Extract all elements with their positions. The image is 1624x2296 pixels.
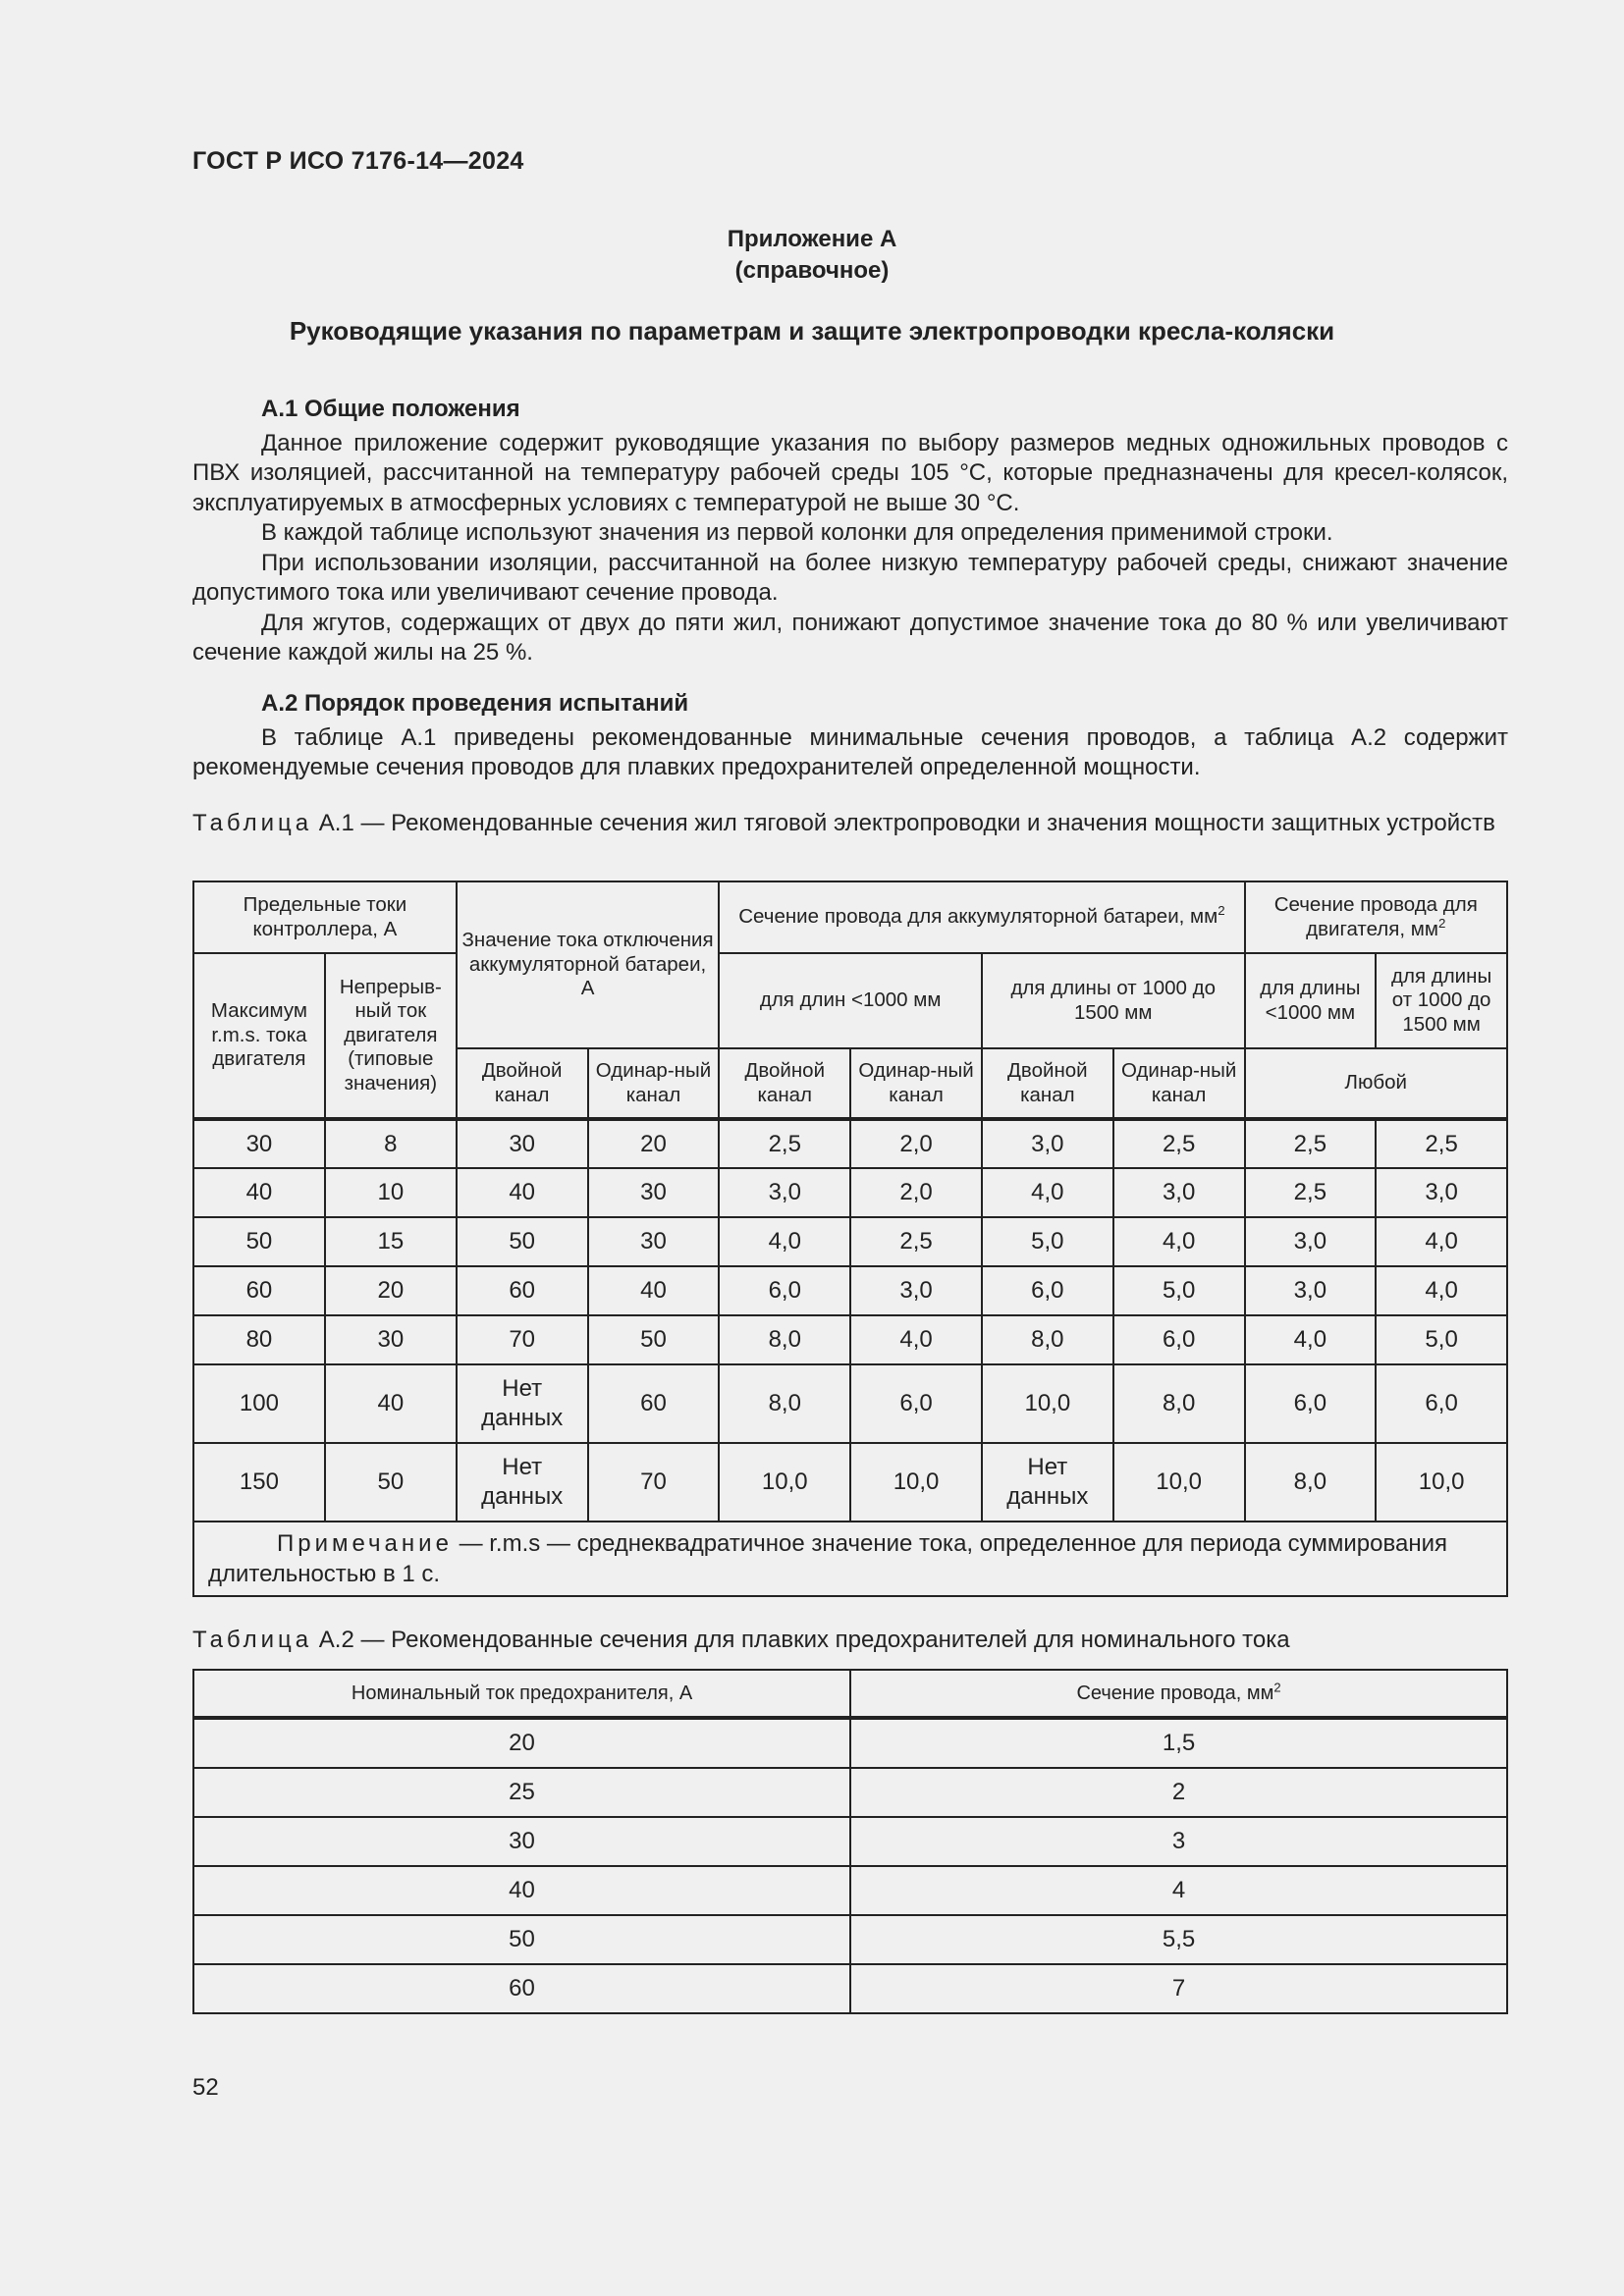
table-a1-body xyxy=(193,1119,1507,1522)
table-a1-note xyxy=(193,1522,1507,1596)
header-battery-len-lt1000: для длин <1000 мм xyxy=(719,953,982,1048)
table-cell: 6,0 xyxy=(982,1266,1113,1315)
table-cell: 2,0 xyxy=(850,1168,982,1217)
header-controller-limits: Предельные токи контроллера, А xyxy=(193,881,457,953)
section-a1-paragraph-2: В каждой таблице используют значения из первой колонки для определения применимой строки. xyxy=(261,519,1333,546)
table-cell: 4,0 xyxy=(719,1217,850,1266)
table1-caption-label: Таблица xyxy=(192,810,313,836)
table-row xyxy=(193,1768,1507,1817)
header-trip-single: Одинар-ный канал xyxy=(588,1048,720,1119)
table-row xyxy=(193,1866,1507,1915)
table-cell: 4,0 xyxy=(1245,1315,1377,1364)
table-cell: 6,0 xyxy=(850,1364,982,1443)
header-battery-1000-1500-single: Одинар-ный канал xyxy=(1113,1048,1245,1119)
table-cell: 8,0 xyxy=(719,1364,850,1443)
header-wire-section-sup: 2 xyxy=(1273,1679,1281,1694)
table-cell: 10 xyxy=(325,1168,457,1217)
table-cell: 150 xyxy=(193,1443,325,1522)
table-cell: 10,0 xyxy=(719,1443,850,1522)
table-cell: 60 xyxy=(457,1266,588,1315)
table-cell: 60 xyxy=(193,1266,325,1315)
table-cell: 100 xyxy=(193,1364,325,1443)
table-cell: 3,0 xyxy=(719,1168,850,1217)
main-heading: Руководящие указания по параметрам и защите электропроводки кресла-коляски xyxy=(289,316,1335,346)
table-cell: 8,0 xyxy=(1113,1364,1245,1443)
table-a1-note-text: — r.m.s — среднеквадратичное значение тока, определенное для периода суммирования длительностью в 1 с. xyxy=(208,1530,1447,1587)
table-cell: 30 xyxy=(193,1817,850,1866)
section-a2-title: А.2 Порядок проведения испытаний xyxy=(261,690,689,717)
table-cell: 30 xyxy=(457,1119,588,1168)
table-cell: 5,0 xyxy=(982,1217,1113,1266)
table-cell: Нет данных xyxy=(982,1443,1113,1522)
header-battery-wire xyxy=(719,881,1244,953)
table-cell: 3,0 xyxy=(1376,1168,1507,1217)
header-trip-value: Значение тока отключения аккумуляторной батареи, А xyxy=(457,881,720,1048)
header-battery-lt1000-double: Двойной канал xyxy=(719,1048,850,1119)
header-motor-wire-label: Сечение провода для двигателя, мм xyxy=(1273,893,1478,940)
table-cell: 4,0 xyxy=(982,1168,1113,1217)
table-cell: 2,5 xyxy=(1245,1119,1377,1168)
table-cell: 40 xyxy=(193,1168,325,1217)
table-cell: 8,0 xyxy=(982,1315,1113,1364)
header-battery-len-1000-1500: для длины от 1000 до 1500 мм xyxy=(982,953,1245,1048)
section-a1 xyxy=(192,395,1508,668)
table2-caption-label: Таблица xyxy=(192,1627,313,1653)
table-cell: 3,0 xyxy=(1245,1217,1377,1266)
table-cell: 30 xyxy=(588,1168,720,1217)
table-row xyxy=(193,1817,1507,1866)
table-cell: 8,0 xyxy=(719,1315,850,1364)
table-cell: 20 xyxy=(325,1266,457,1315)
table-cell: 3,0 xyxy=(1113,1168,1245,1217)
appendix-label: Приложение А xyxy=(727,226,897,252)
table-cell: 1,5 xyxy=(850,1718,1507,1768)
table-cell: 50 xyxy=(325,1443,457,1522)
header-continuous: Непрерыв-ный ток двигателя (типовые значения) xyxy=(325,953,457,1119)
table-cell: 30 xyxy=(325,1315,457,1364)
table-cell: 3,0 xyxy=(982,1119,1113,1168)
table-cell: 3 xyxy=(850,1817,1507,1866)
table-cell: 4,0 xyxy=(1376,1266,1507,1315)
header-motor-len-1000-1500: для длины от 1000 до 1500 мм xyxy=(1376,953,1507,1048)
table2-caption xyxy=(192,1626,1508,1655)
header-trip-double: Двойной канал xyxy=(457,1048,588,1119)
table-row xyxy=(193,1718,1507,1768)
table-cell: 5,0 xyxy=(1376,1315,1507,1364)
header-motor-wire xyxy=(1245,881,1507,953)
table-cell: 70 xyxy=(457,1315,588,1364)
table-cell: 2,5 xyxy=(719,1119,850,1168)
table-cell: 10,0 xyxy=(1376,1443,1507,1522)
table-cell: 15 xyxy=(325,1217,457,1266)
table-row xyxy=(193,1364,1507,1443)
header-battery-lt1000-single: Одинар-ный канал xyxy=(850,1048,982,1119)
table-cell: 20 xyxy=(588,1119,720,1168)
table-cell: 40 xyxy=(588,1266,720,1315)
table-cell: 4,0 xyxy=(850,1315,982,1364)
table-row xyxy=(193,1217,1507,1266)
table-cell: 5,5 xyxy=(850,1915,1507,1964)
table-cell: 50 xyxy=(457,1217,588,1266)
table-cell: 40 xyxy=(325,1364,457,1443)
table-row xyxy=(193,1168,1507,1217)
table-cell: 8 xyxy=(325,1119,457,1168)
table-cell: Нет данных xyxy=(457,1364,588,1443)
table-cell: 20 xyxy=(193,1718,850,1768)
table-cell: 4,0 xyxy=(1113,1217,1245,1266)
table-cell: 30 xyxy=(588,1217,720,1266)
table-cell: 8,0 xyxy=(1245,1443,1377,1522)
table-row xyxy=(193,1315,1507,1364)
header-motor-wire-sup: 2 xyxy=(1437,915,1446,931)
header-wire-section-label: Сечение провода, мм xyxy=(1076,1682,1274,1704)
table-cell: Нет данных xyxy=(457,1443,588,1522)
table-cell: 50 xyxy=(193,1217,325,1266)
section-a1-paragraph-3: При использовании изоляции, рассчитанной на более низкую температуру рабочей среды, снижают значение допустимого тока или увеличивают сечение провода. xyxy=(192,549,1508,606)
table-cell: 3,0 xyxy=(850,1266,982,1315)
table-cell: 2,5 xyxy=(850,1217,982,1266)
table-cell: 2,5 xyxy=(1245,1168,1377,1217)
section-a2-paragraph-1: В таблице А.1 приведены рекомендованные минимальные сечения проводов, а таблица А.2 содержит рекомендуемые сечения проводов для плавких предохранителей определенной мощности. xyxy=(192,723,1508,780)
table-cell: 6,0 xyxy=(1376,1364,1507,1443)
table-cell: 60 xyxy=(588,1364,720,1443)
table-cell: 25 xyxy=(193,1768,850,1817)
header-motor-len-lt1000: для длины <1000 мм xyxy=(1245,953,1377,1048)
header-rated-current: Номинальный ток предохранителя, А xyxy=(193,1670,850,1718)
table-row xyxy=(193,1915,1507,1964)
table-cell: 50 xyxy=(193,1915,850,1964)
table-cell: 40 xyxy=(457,1168,588,1217)
table-cell: 6,0 xyxy=(1113,1315,1245,1364)
table-cell: 70 xyxy=(588,1443,720,1522)
table-cell: 6,0 xyxy=(719,1266,850,1315)
header-max-rms: Максимум r.m.s. тока двигателя xyxy=(193,953,325,1119)
table-cell: 10,0 xyxy=(982,1364,1113,1443)
table-cell: 80 xyxy=(193,1315,325,1364)
table-cell: 3,0 xyxy=(1245,1266,1377,1315)
table-cell: 2,0 xyxy=(850,1119,982,1168)
table-cell: 2,5 xyxy=(1376,1119,1507,1168)
table-a2-body xyxy=(193,1718,1507,2013)
table-cell: 2,5 xyxy=(1113,1119,1245,1168)
document-code: ГОСТ Р ИСО 7176-14—2024 xyxy=(192,147,524,175)
table-cell: 2 xyxy=(850,1768,1507,1817)
table-cell: 50 xyxy=(588,1315,720,1364)
header-battery-wire-sup: 2 xyxy=(1218,903,1225,919)
section-a1-paragraph-1: Данное приложение содержит руководящие указания по выбору размеров медных одножильных проводов с ПВХ изоляцией, рассчитанной на температуру рабочей среды 105 °С, которые предназначены для кресел-колясок, эксплуатируемых в атмосферных условиях с температурой не выше 30 °С. xyxy=(192,429,1508,516)
header-battery-wire-label: Сечение провода для аккумуляторной батареи, мм xyxy=(738,905,1218,929)
section-a1-paragraph-4: Для жгутов, содержащих от двух до пяти жил, понижают допустимое значение тока до 80 % или увеличивают сечение каждой жилы на 25 %. xyxy=(192,609,1508,666)
table-cell: 10,0 xyxy=(1113,1443,1245,1522)
appendix-title xyxy=(0,224,1624,287)
table-row xyxy=(193,1443,1507,1522)
header-wire-section xyxy=(850,1670,1507,1718)
table-cell: 6,0 xyxy=(1245,1364,1377,1443)
table-cell: 5,0 xyxy=(1113,1266,1245,1315)
page-number: 52 xyxy=(192,2074,219,2101)
table-cell: 40 xyxy=(193,1866,850,1915)
table-cell: 4,0 xyxy=(1376,1217,1507,1266)
table-row xyxy=(193,1964,1507,2013)
appendix-subtitle: (справочное) xyxy=(734,257,890,284)
table-cell: 7 xyxy=(850,1964,1507,2013)
table-a1-note-label: Примечание xyxy=(277,1530,453,1557)
header-battery-1000-1500-double: Двойной канал xyxy=(982,1048,1113,1119)
table-row xyxy=(193,1266,1507,1315)
table1-caption-text: А.1 — Рекомендованные сечения жил тяговой электропроводки и значения мощности защитных устройств xyxy=(318,810,1495,836)
table-a2 xyxy=(192,1669,1508,2014)
table-a1 xyxy=(192,881,1508,1597)
table2-caption-text: А.2 — Рекомендованные сечения для плавких предохранителей для номинального тока xyxy=(318,1627,1290,1653)
table-cell: 30 xyxy=(193,1119,325,1168)
section-a2 xyxy=(192,689,1508,783)
section-a1-title: А.1 Общие положения xyxy=(261,396,520,422)
header-motor-any: Любой xyxy=(1245,1048,1507,1119)
table-cell: 4 xyxy=(850,1866,1507,1915)
table-cell: 60 xyxy=(193,1964,850,2013)
table-row xyxy=(193,1119,1507,1168)
table-cell: 10,0 xyxy=(850,1443,982,1522)
table1-caption xyxy=(192,809,1508,838)
